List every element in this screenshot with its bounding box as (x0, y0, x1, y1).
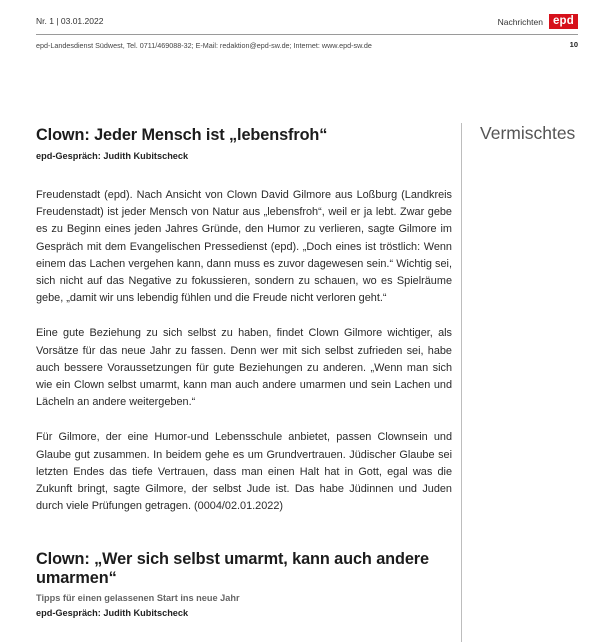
paragraph: Für Gilmore, der eine Humor-und Lebensschule anbietet, passen Clownsein und Glaube gut zusammen. In beidem gehe es um Grundvertrauen. Jüdischer Glaube sei letzten Endes das tiefe Vertrauen, dass man einen Halt hat in Gott, egal was die Zukunft bringt, sagte Gilmore, der selbst Jude ist. Das habe Jüdinnen und Juden durch viele Prüfungen getragen. (0004/02.01.2022) (36, 431, 452, 513)
category-label: Nachrichten (497, 16, 543, 27)
article-byline: epd-Gespräch: Judith Kubitscheck (36, 608, 189, 619)
article-body (36, 187, 452, 515)
issue-date: Nr. 1 | 03.01.2022 (36, 16, 104, 26)
brand (498, 14, 578, 29)
article-title: Clown: „Wer sich selbst umarmt, kann auch andere umarmen“ (36, 550, 429, 588)
header-divider (36, 34, 578, 35)
contact-line: epd-Landesdienst Südwest, Tel. 0711/469088-32; E-Mail: redaktion@epd-sw.de; Internet: www.epd-sw.de (36, 41, 372, 50)
article-byline: epd-Gespräch: Judith Kubitscheck (36, 151, 189, 161)
article-subtitle: Tipps für einen gelassenen Start ins neue Jahr (36, 593, 240, 604)
page-number: 10 (569, 40, 578, 49)
sidebar (461, 123, 575, 642)
article (36, 126, 452, 515)
epd-logo: epd (549, 14, 578, 29)
page-header (36, 14, 578, 30)
paragraph: Freudenstadt (epd). Nach Ansicht von Clown David Gilmore aus Loßburg (Landkreis Freudenstadt) ist jeder Mensch von Natur aus „lebensfroh“, weil er ja lebt. Zwar gebe es zu Beginn eines jeden Jahres Gründe, den Humor zu verlieren, sagte Gilmore im Gespräch mit dem Evangelischen Pressedienst (epd). „Doch eines ist tröstlich: Wenn einem das Lachen vergehen kann, dann muss es zuvor dagewesen sein.“ Wichtig sei, sich nicht auf das Negative zu fokussieren, sondern zu schauen, wo es Spielräume gebe, „damit wir uns lebendig fühlen und die Freude nicht verloren geht.“ (36, 189, 452, 305)
main-column (36, 126, 452, 618)
article (36, 550, 452, 618)
paragraph: Eine gute Beziehung zu sich selbst zu haben, findet Clown Gilmore wichtiger, als Vorsätze für das neue Jahr zu fassen. Denn wer mit sich selbst zufrieden sei, habe auch bessere Voraussetzungen für gute Beziehungen zu anderen. „Wenn man sich wie ein Clown selbst umarmt, kann man auch andere umarmen und sein Lachen und Lächeln an andere weitergeben.“ (36, 327, 452, 409)
section-label: Vermischtes (480, 123, 576, 143)
article-title: Clown: Jeder Mensch ist „lebensfroh“ (36, 126, 328, 144)
